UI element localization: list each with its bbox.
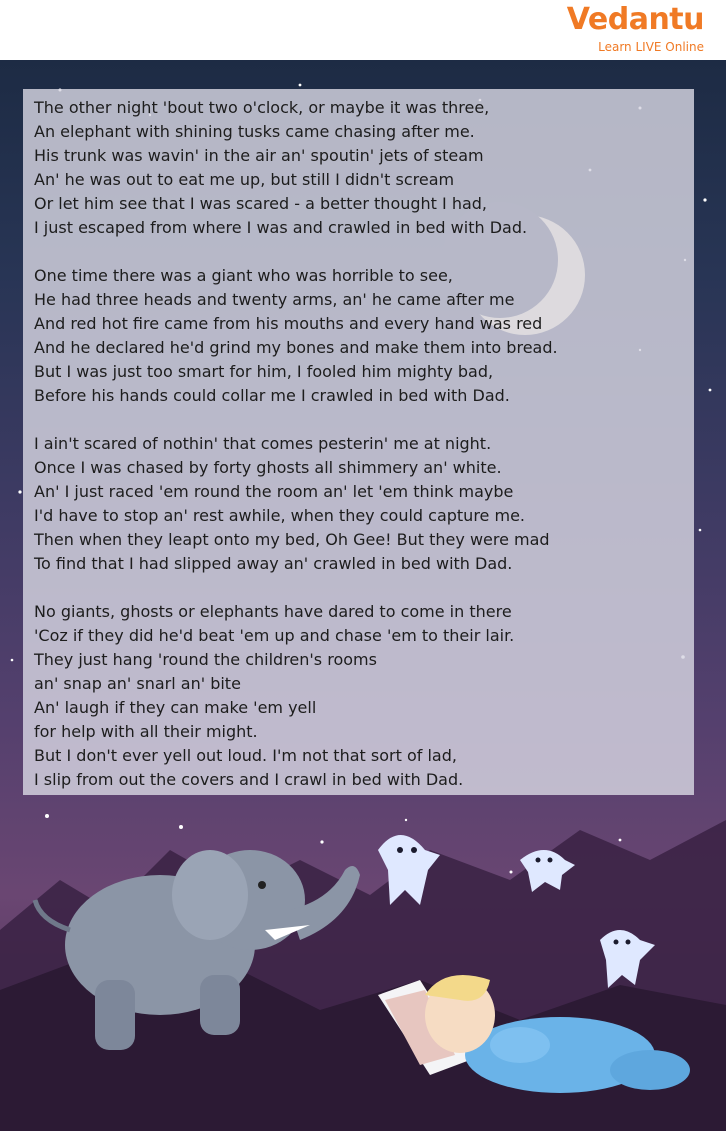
poem-line: I ain't scared of nothin' that comes pesterin' me at night. (34, 434, 492, 453)
stanza (34, 600, 684, 792)
poem-line: Before his hands could collar me I crawled in bed with Dad. (34, 386, 510, 405)
poem-line: Then when they leapt onto my bed, Oh Gee! But they were mad (34, 530, 550, 549)
stanza (34, 96, 684, 240)
poem-line: I just escaped from where I was and crawled in bed with Dad. (34, 218, 528, 237)
poem-line: 'Coz if they did he'd beat 'em up and chase 'em to their lair. (34, 626, 515, 645)
poem-line: And he declared he'd grind my bones and make them into bread. (34, 338, 558, 357)
poem-line: for help with all their might. (34, 722, 258, 741)
poem-text (34, 96, 684, 792)
page-header (0, 0, 726, 60)
poem-line: One time there was a giant who was horrible to see, (34, 266, 453, 285)
poem-line: The other night 'bout two o'clock, or maybe it was three, (34, 98, 490, 117)
poem-line: I'd have to stop an' rest awhile, when they could capture me. (34, 506, 525, 525)
poem-line: I slip from out the covers and I crawl in bed with Dad. (34, 770, 464, 789)
poem-line: An' I just raced 'em round the room an' let 'em think maybe (34, 482, 514, 501)
stanza (34, 432, 684, 576)
poem-line: He had three heads and twenty arms, an' he came after me (34, 290, 515, 309)
poem-line: An' he was out to eat me up, but still I didn't scream (34, 170, 455, 189)
stanza (34, 264, 684, 408)
poem-line: An' laugh if they can make 'em yell (34, 698, 317, 717)
poem-line: An elephant with shining tusks came chasing after me. (34, 122, 475, 141)
brand-logo[interactable] (566, 2, 716, 58)
poem-line: His trunk was wavin' in the air an' spoutin' jets of steam (34, 146, 484, 165)
poem-line: Or let him see that I was scared - a better thought I had, (34, 194, 488, 213)
poem-line: an' snap an' snarl an' bite (34, 674, 241, 693)
poem-line: But I don't ever yell out loud. I'm not that sort of lad, (34, 746, 457, 765)
brand-name: Vedantu (566, 2, 704, 37)
poem-line: They just hang 'round the children's rooms (34, 650, 377, 669)
brand-tagline: Learn LIVE Online (598, 40, 704, 54)
poem-line: And red hot fire came from his mouths and every hand was red (34, 314, 543, 333)
poem-line: To find that I had slipped away an' crawled in bed with Dad. (34, 554, 513, 573)
poem-line: Once I was chased by forty ghosts all shimmery an' white. (34, 458, 502, 477)
poem-line: But I was just too smart for him, I fooled him mighty bad, (34, 362, 494, 381)
poem-line: No giants, ghosts or elephants have dared to come in there (34, 602, 512, 621)
